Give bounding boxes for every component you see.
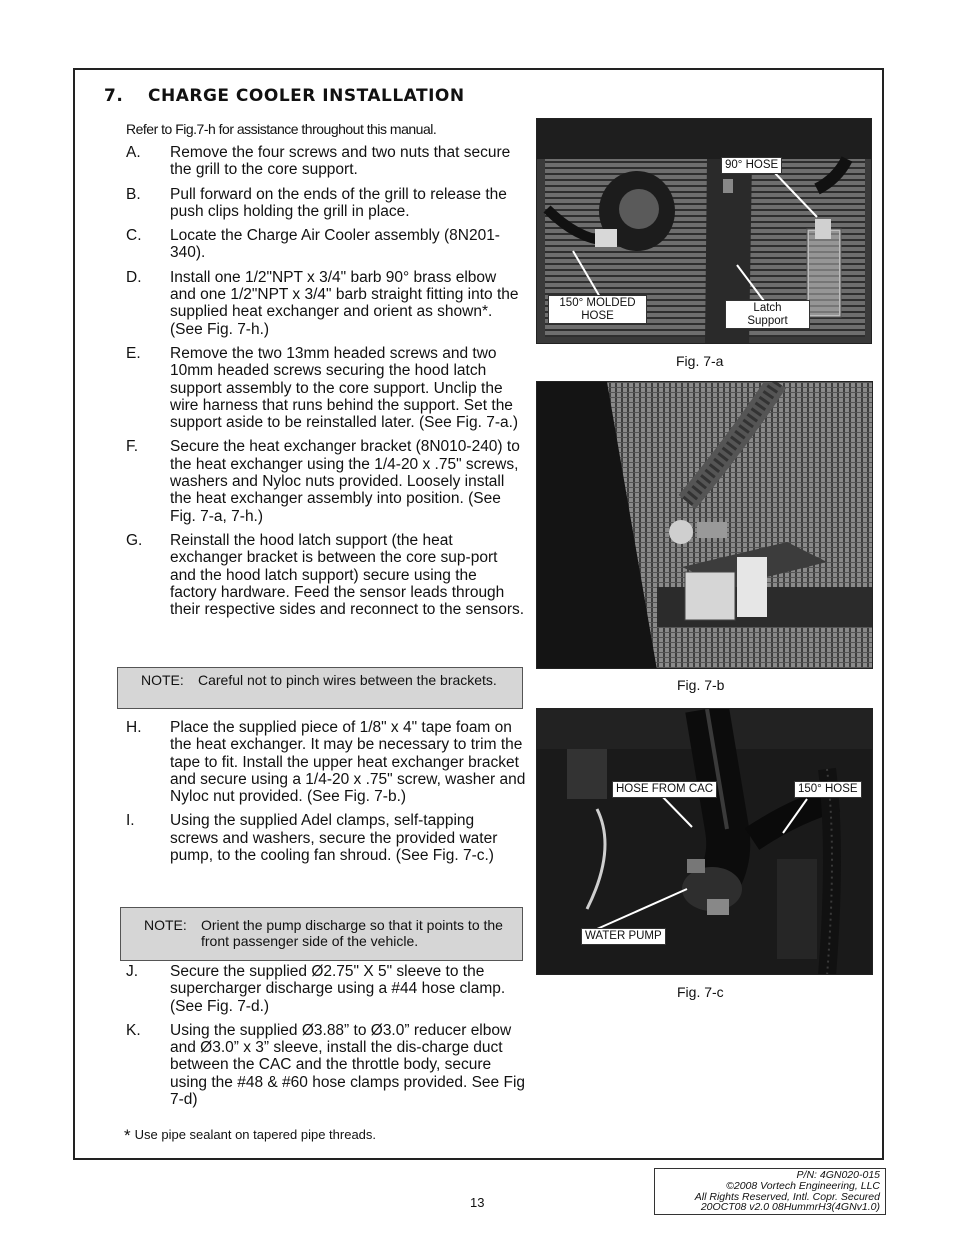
step-letter: B. <box>126 185 141 203</box>
step-text: Secure the heat exchanger bracket (8N010-240) to the heat exchanger using the 1/4-20 x .75" screws, washers and Nyloc nuts provided. Loosely install the heat exchanger assembly into position. (See Fig. 7-a, 7-h.) <box>170 438 520 525</box>
caption-fig-7c: Fig. 7-c <box>677 984 724 1000</box>
footnote-mark: * <box>124 1126 131 1145</box>
step-text: Reinstall the hood latch support (the heat exchanger bracket is between the core sup-port and the hood latch support) secure using the factory hardware. Feed the sensor leads through their respective sides and reconnect to the sensors. <box>170 531 525 619</box>
step-text: Using the supplied Ø3.88” to Ø3.0” reducer elbow and Ø3.0” x 3” sleeve, install the dis-charge duct between the CAC and the throttle body, secure using the #48 & #60 hose clamps provided. See Fig 7-d) <box>170 1021 526 1109</box>
intro-text: Refer to Fig.7-h for assistance throughout this manual. <box>126 121 437 137</box>
callout-line: Latch <box>753 302 782 314</box>
caption-fig-7b: Fig. 7-b <box>677 677 725 693</box>
step-text: Remove the two 13mm headed screws and two 10mm headed screws securing the hood latch support assembly to the core support. Unclip the wire harness that runs behind the support. Set the support aside to be reinstalled later. (See Fig. 7-a.) <box>170 344 519 432</box>
step-text: Locate the Charge Air Cooler assembly (8N201-340). <box>170 227 500 262</box>
section-number: 7. <box>104 86 124 106</box>
step-letter: K. <box>126 1021 141 1039</box>
photo-fig-7b <box>536 381 873 669</box>
callout-water-pump: WATER PUMP <box>581 928 666 945</box>
step-d <box>126 269 526 338</box>
version-line: 20OCT08 v2.0 08HummrH3(4GNv1.0) <box>700 1201 880 1214</box>
footnote <box>124 1126 376 1146</box>
step-c <box>126 227 526 262</box>
section-heading <box>104 86 465 106</box>
step-letter: E. <box>126 344 141 362</box>
callout-90-hose: 90° HOSE <box>721 157 782 174</box>
page-number: 13 <box>470 1195 485 1210</box>
step-text: Pull forward on the ends of the grill to release the push clips holding the grill in place. <box>170 185 507 220</box>
step-g <box>126 532 526 618</box>
step-text: Place the supplied piece of 1/8" x 4" tape foam on the heat exchanger. It may be necessary to trim the tape to fit. Install the upper heat exchanger bracket and secure using a 1/4-20 x .75" screw, washer and Nyloc nut provided. (See Fig. 7-b.) <box>170 719 526 806</box>
callout-hose-from-cac: HOSE FROM CAC <box>612 781 717 798</box>
step-e <box>126 345 526 431</box>
note-text: Orient the pump discharge so that it points to the front passenger side of the vehicle. <box>201 917 503 949</box>
step-text: Install one 1/2"NPT x 3/4" barb 90° brass elbow and one 1/2"NPT x 3/4" barb straight fitting into the supplied heat exchanger and orient as shown*. (See Fig. 7-h.) <box>170 268 519 338</box>
caption-fig-7a: Fig. 7-a <box>676 353 724 369</box>
step-text: Secure the supplied Ø2.75" X 5" sleeve to the supercharger discharge using a #44 hose clamp. (See Fig. 7-d.) <box>170 963 506 1015</box>
callout-150-hose: 150° HOSE <box>794 781 862 798</box>
steps-list-2 <box>126 719 526 871</box>
callout-latch-support <box>725 300 810 329</box>
steps-list-1 <box>126 144 526 625</box>
note-text: Careful not to pinch wires between the brackets. <box>198 672 497 688</box>
step-f <box>126 438 526 524</box>
step-i <box>126 812 526 864</box>
footnote-text: Use pipe sealant on tapered pipe threads. <box>134 1127 377 1142</box>
step-j <box>126 963 526 1015</box>
step-letter: D. <box>126 268 142 286</box>
note-label: NOTE: <box>141 672 184 688</box>
step-letter: C. <box>126 227 142 245</box>
photo-fig-7b-drawing <box>537 382 873 669</box>
step-letter: A. <box>126 144 141 161</box>
callout-line: Support <box>747 314 788 327</box>
rights-line: All Rights Reserved, Intl. Copr. Secured <box>694 1190 880 1203</box>
note-box-1 <box>117 667 523 709</box>
step-b <box>126 186 526 221</box>
step-letter: F. <box>126 438 139 456</box>
section-title: CHARGE COOLER INSTALLATION <box>148 86 465 106</box>
step-letter: G. <box>126 531 143 549</box>
step-a <box>126 144 526 179</box>
step-letter: J. <box>126 963 139 980</box>
step-text: Remove the four screws and two nuts that secure the grill to the core support. <box>170 144 511 179</box>
callout-line: 150° MOLDED <box>559 297 636 309</box>
step-letter: I. <box>126 812 135 830</box>
steps-list-3 <box>126 963 526 1115</box>
step-k <box>126 1022 526 1108</box>
callout-line: HOSE <box>581 309 614 322</box>
copyright-line: ©2008 Vortech Engineering, LLC <box>726 1179 880 1192</box>
note-label: NOTE: <box>144 917 187 933</box>
part-number: P/N: 4GN020-015 <box>796 1169 880 1181</box>
step-text: Using the supplied Adel clamps, self-tapping screws and washers, secure the provided water pump, to the cooling fan shroud. (See Fig. 7-c.) <box>170 812 498 865</box>
step-letter: H. <box>126 719 142 736</box>
step-h <box>126 719 526 805</box>
note-box-2 <box>120 907 523 961</box>
document-info-box <box>654 1168 886 1215</box>
callout-150-molded-hose <box>548 295 647 324</box>
